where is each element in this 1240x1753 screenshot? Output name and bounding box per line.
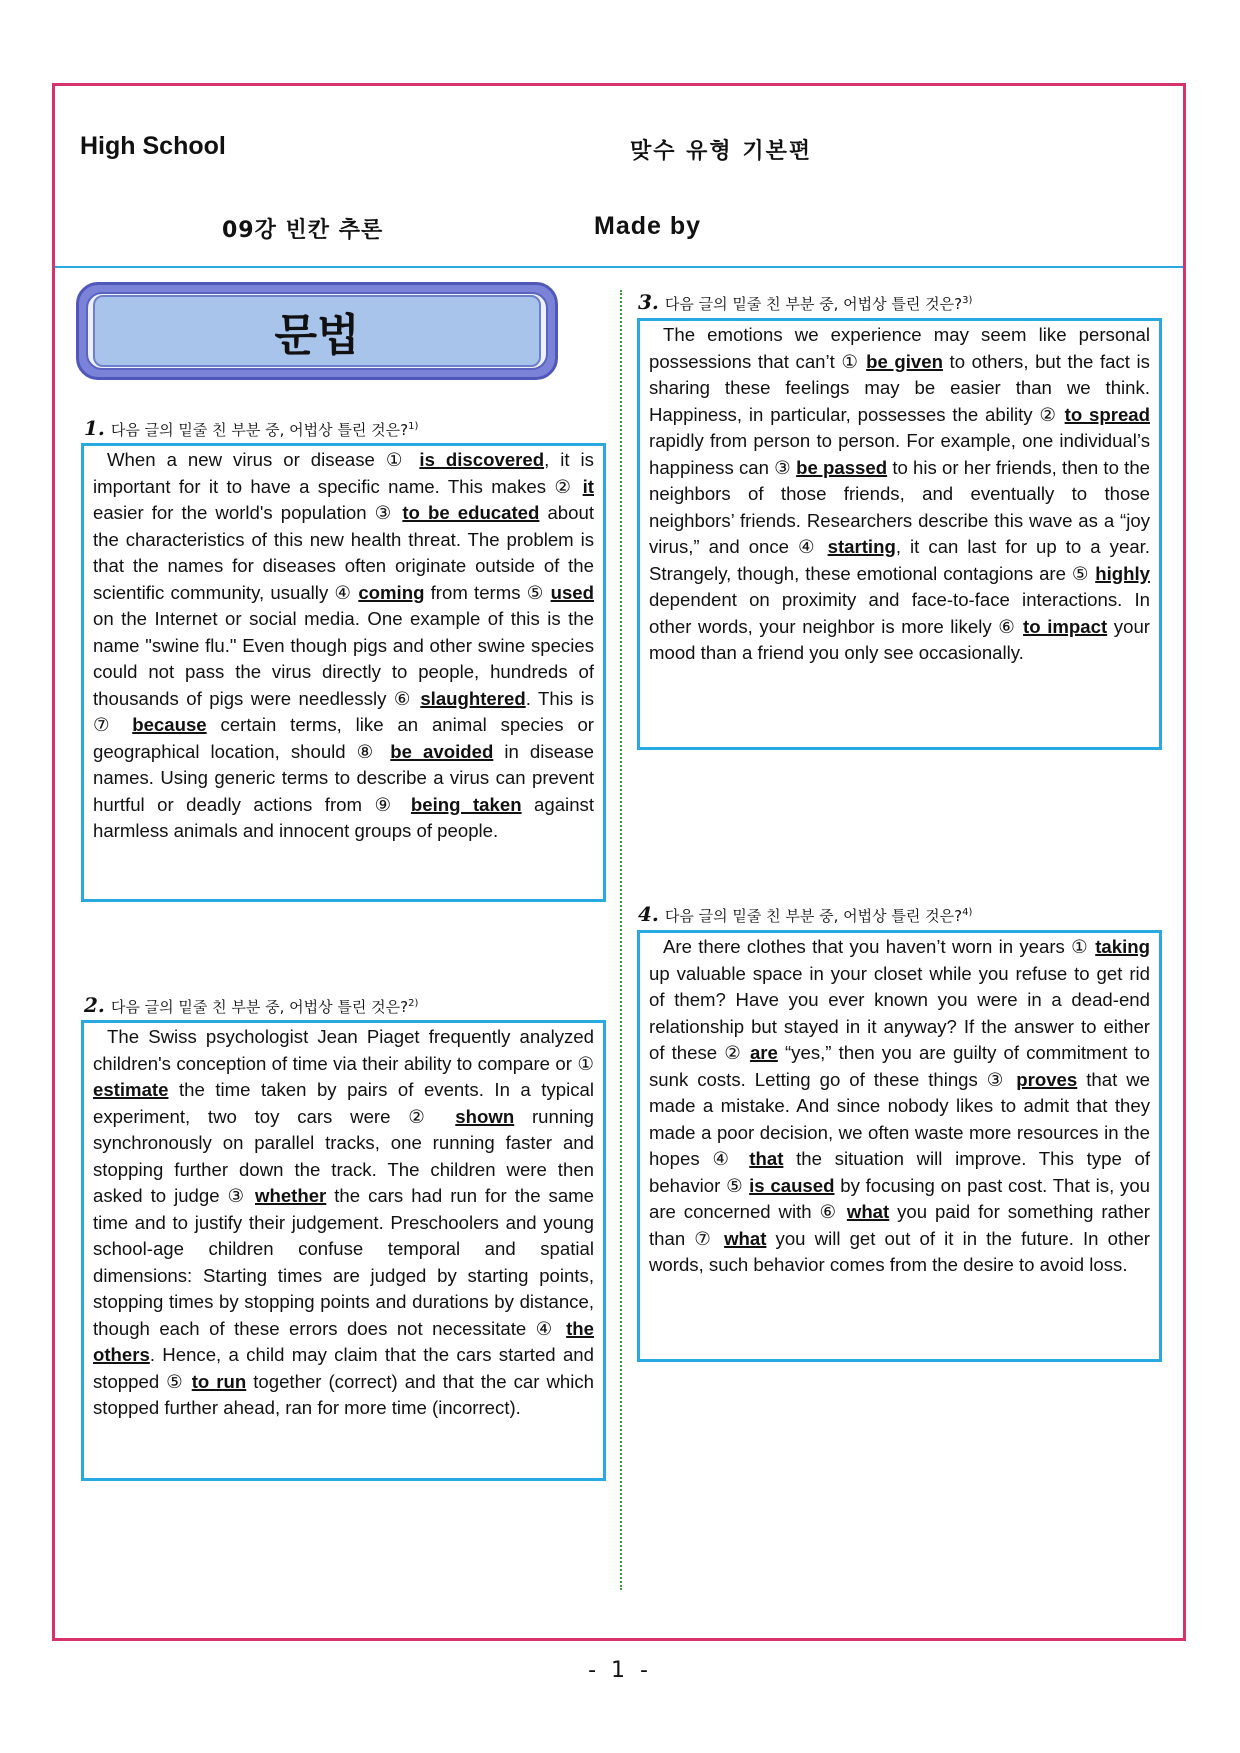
question-1-title: 1. 다음 글의 밑줄 친 부분 중, 어법상 틀린 것은?$^{1)}$ (84, 416, 419, 440)
underlined-choice: to be educated (402, 502, 540, 523)
underlined-choice: be given (866, 350, 943, 372)
underlined-choice: whether (255, 1185, 327, 1206)
page-number: - 1 - (588, 1658, 652, 1683)
underlined-choice: taking (1095, 936, 1150, 957)
school-label: High School (80, 132, 226, 160)
question-3-passage (637, 318, 1162, 750)
underlined-choice: being taken (410, 793, 522, 815)
underlined-choice: shown (455, 1105, 515, 1127)
passage-text: The emotions we experience may seem like personal possessions that can’t ① be given to others, but the fact is sharing these feelings may be easier than we think. Happiness, in particular, possesses the ability ② to spread rapidly from person to person. For example, one individual’s happiness can ③ be passed to his or her friends, then to the neighbors of those friends, and eventually to those neighbors’ friends. Researchers describe this wave as a “joy virus,” and once ④ starting, it can last for up to a year. Strangely, though, these emotional contagions are ⑤ highly dependent on proximity and face-to-face interactions. In other words, your neighbor is more likely ⑥ to impact your mood than a friend you only see occasionally. (649, 324, 1151, 663)
question-2-passage (81, 1020, 606, 1481)
underlined-choice: coming (358, 581, 425, 603)
passage-text: The Swiss psychologist Jean Piaget frequently analyzed children's conception of time via their ability to compare or ① estimate the time taken by pairs of events. In a typical experiment, two toy cars were ② shown running synchronously on parallel tracks, one running faster and stopping further down the track. The children were then asked to judge ③ whether the cars had run for the same time and to justify their judgement. Preschoolers and young school-age children confuse temporal and spatial dimensions: Starting times are judged by starting points, stopping times by stopping points and durations by distance, though each of these errors does not necessitate ④ the others. Hence, a child may claim that the cars started and stopped ⑤ to run together (correct) and that the car which stopped further ahead, ran for more time (incorrect). (93, 1026, 595, 1418)
underlined-choice: estimate (93, 1079, 169, 1100)
underlined-choice: be avoided (390, 740, 494, 762)
question-4-title: 4. 다음 글의 밑줄 친 부분 중, 어법상 틀린 것은?$^{4)}$ (638, 902, 973, 926)
header-divider (55, 266, 1183, 268)
underlined-choice: the others (93, 1317, 594, 1365)
question-1-passage (81, 443, 606, 902)
underlined-choice: because (132, 714, 207, 735)
underlined-choice: what (724, 1227, 767, 1249)
underlined-choice: are (749, 1042, 778, 1063)
underlined-choice: that (749, 1148, 784, 1169)
underlined-choice: is caused (749, 1174, 835, 1196)
underlined-choice: it (582, 475, 594, 497)
underlined-choice: starting (827, 536, 896, 557)
underlined-choice: what (846, 1201, 890, 1222)
column-divider (620, 290, 622, 1590)
question-3-title: 3. 다음 글의 밑줄 친 부분 중, 어법상 틀린 것은?$^{3)}$ (638, 290, 973, 314)
underlined-choice: is discovered (419, 449, 545, 470)
section-title: 문법 (93, 295, 541, 367)
underlined-choice: used (550, 581, 594, 603)
underlined-choice: be passed (796, 456, 888, 478)
made-by-label: Made by (594, 212, 702, 240)
underlined-choice: to spread (1064, 403, 1150, 425)
underlined-choice: to run (191, 1370, 247, 1392)
underlined-choice: slaughtered (420, 687, 526, 709)
section-banner (76, 282, 558, 380)
underlined-choice: proves (1016, 1068, 1078, 1090)
underlined-choice: to impact (1023, 615, 1108, 637)
question-2-title: 2. 다음 글의 밑줄 친 부분 중, 어법상 틀린 것은?$^{2)}$ (84, 993, 419, 1017)
question-4-passage (637, 930, 1162, 1362)
passage-text: When a new virus or disease ① is discovered, it is important for it to have a specific name. This makes ② it easier for the world's population ③ to be educated about the characteristics of this new health threat. The problem is that the names for diseases often originate outside of the scientific community, usually ④ coming from terms ⑤ used on the Internet or social media. One example of this is the name "swine flu." Even though pigs and other swine species could not pass the virus directly to people, hundreds of thousands of pigs were needlessly ⑥ slaughtered. This is ⑦ because certain terms, like an animal species or geographical location, should ⑧ be avoided in disease names. Using generic terms to describe a virus can prevent hurtful or deadly actions from ⑨ being taken against harmless animals and innocent groups of people. (93, 449, 595, 841)
book-type-label: 맞수 유형 기본편 (630, 139, 813, 164)
underlined-choice: highly (1095, 562, 1150, 584)
lesson-title: 09강 빈칸 추론 (222, 218, 384, 243)
passage-text: Are there clothes that you haven’t worn in years ① taking up valuable space in your closet while you refuse to get rid of them? Have you ever known you were in a dead-end relationship but stayed in it anyway? If the answer to either of these ② are “yes,” then you are guilty of commitment to sunk costs. Letting go of these things ③ proves that we made a mistake. And since nobody likes to admit that they made a poor decision, we often waste more resources in the hopes ④ that the situation will improve. This type of behavior ⑤ is caused by focusing on past cost. That is, you are concerned with ⑥ what you paid for something rather than ⑦ what you will get out of it in the future. In other words, such behavior comes from the desire to avoid loss. (649, 936, 1150, 1275)
